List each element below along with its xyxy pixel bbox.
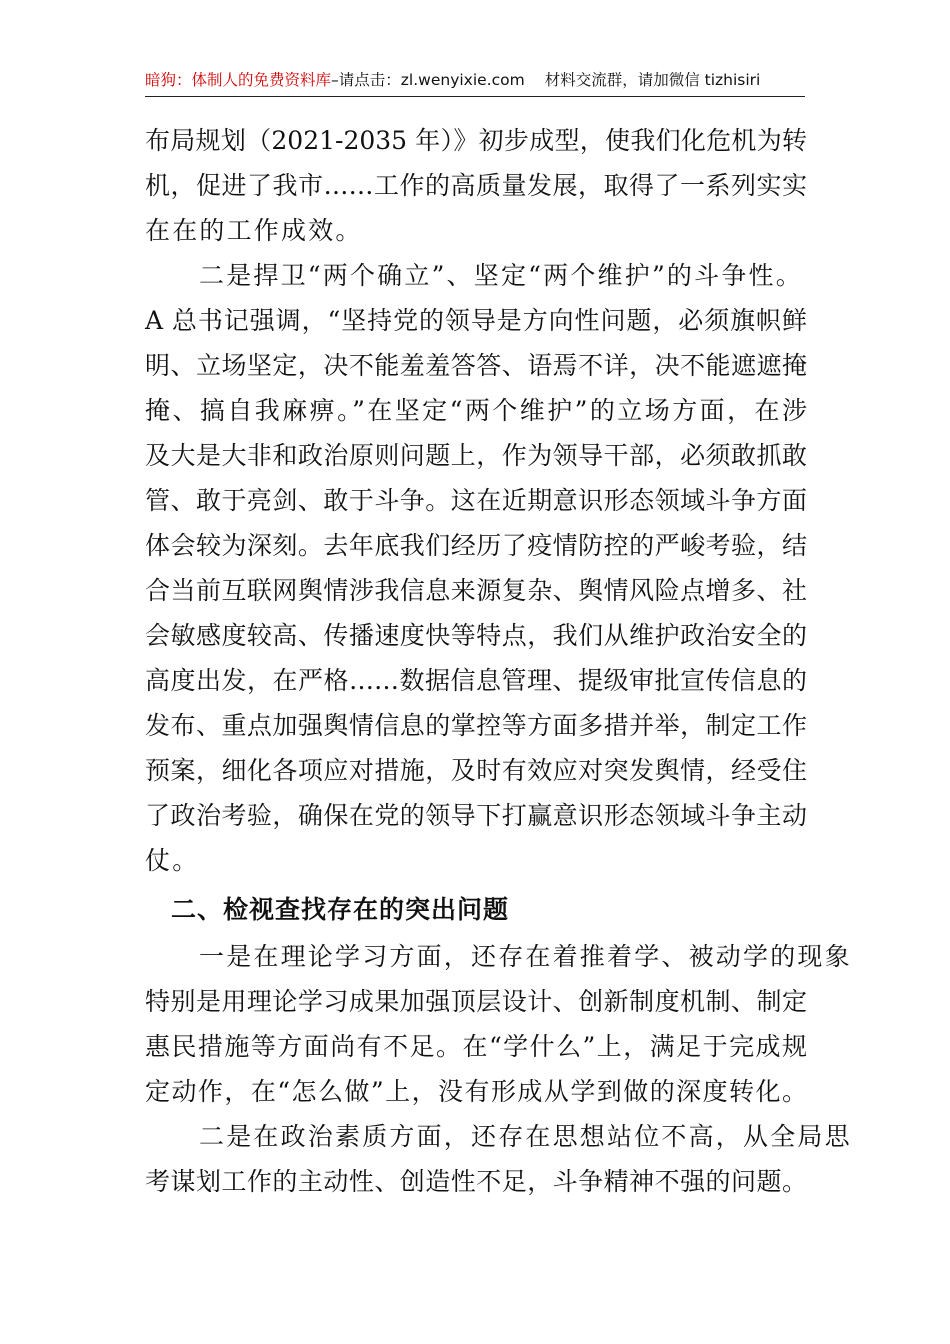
text-line: 特别是用理论学习成果加强顶层设计、创新制度机制、制定 [145, 987, 807, 1016]
header-divider [145, 96, 805, 97]
text-line: 一是在理论学习方面，还存在着推着学、被动学的现象 [199, 942, 852, 971]
header-url-link[interactable]: zl.wenyixie.com [400, 71, 525, 89]
text-line: 管、敢于亮剑、敢于斗争。这在近期意识形态领域斗争方面 [145, 486, 807, 515]
text-line: 定动作，在“怎么做”上，没有形成从学到做的深度转化。 [145, 1077, 807, 1106]
text-line: 仗。 [145, 846, 200, 875]
text-line: 惠民措施等方面尚有不足。在“学什么”上，满足于完成规 [145, 1032, 807, 1061]
page-header [145, 66, 805, 94]
text-line: A 总书记强调，“坚持党的领导是方向性问题，必须旗帜鲜 [145, 306, 807, 335]
text-line: 合当前互联网舆情涉我信息来源复杂、舆情风险点增多、社 [145, 576, 807, 605]
section-heading: 二、检视查找存在的突出问题 [171, 895, 510, 924]
text-line: 明、立场坚定，决不能羞羞答答、语焉不详，决不能遮遮掩 [145, 351, 807, 380]
text-line: 了政治考验，确保在党的领导下打赢意识形态领域斗争主动 [145, 801, 807, 830]
text-line: 会敏感度较高、传播速度快等特点，我们从维护政治安全的 [145, 621, 807, 650]
header-contact: 材料交流群，请加微信 tizhisiri [544, 71, 761, 89]
header-brand: 暗狗：体制人的免费资料库 [145, 71, 332, 89]
text-line: 二是在政治素质方面，还存在思想站位不高，从全局思 [199, 1122, 852, 1151]
text-line: 掩、搞自我麻痹。”在坚定“两个维护”的立场方面，在涉 [145, 396, 807, 425]
text-line: 及大是大非和政治原则问题上，作为领导干部，必须敢抓敢 [145, 441, 807, 470]
text-line: 体会较为深刻。去年底我们经历了疫情防控的严峻考验，结 [145, 531, 807, 560]
document-body [145, 118, 852, 1204]
text-line: 发布、重点加强舆情信息的掌控等方面多措并举，制定工作 [145, 711, 807, 740]
header-prompt: –请点击： [331, 71, 401, 89]
text-line: 机，促进了我市……工作的高质量发展，取得了一系列实实 [145, 171, 807, 200]
text-line: 二是捍卫“两个确立”、坚定“两个维护”的斗争性。 [199, 261, 803, 290]
text-line: 在在的工作成效。 [145, 216, 363, 245]
text-line: 高度出发，在严格……数据信息管理、提级审批宣传信息的 [145, 666, 807, 695]
text-line: 预案，细化各项应对措施，及时有效应对突发舆情，经受住 [145, 756, 807, 785]
text-line: 考谋划工作的主动性、创造性不足，斗争精神不强的问题。 [145, 1167, 807, 1196]
text-line: 布局规划（2021-2035 年）》初步成型，使我们化危机为转 [145, 126, 807, 155]
